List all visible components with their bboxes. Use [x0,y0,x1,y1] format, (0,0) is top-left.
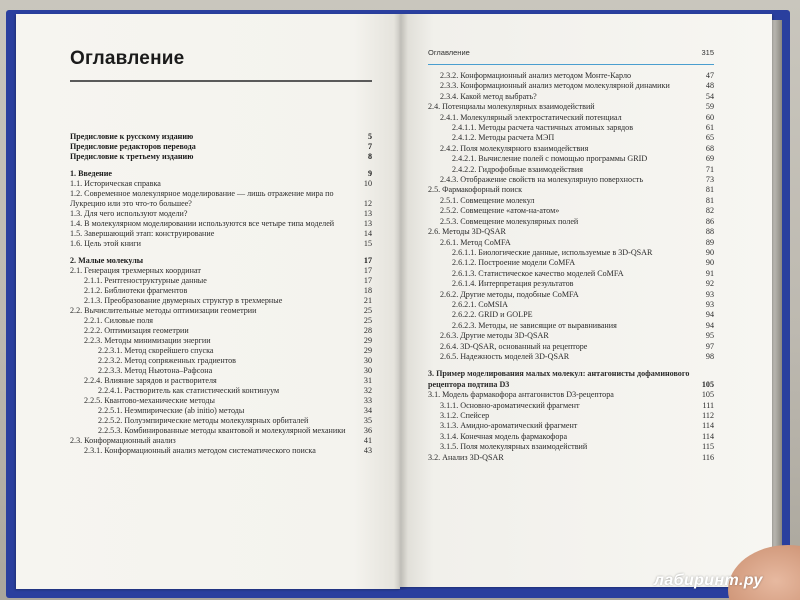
toc-entry-title: 2.2.3. Методы минимизации энергии [84,336,211,345]
toc-entry-page: 36 [363,426,372,435]
toc-entry[interactable] [70,189,372,209]
toc-entry-page: 43 [363,446,372,455]
toc-entry[interactable] [70,396,372,406]
toc-entry[interactable] [70,436,372,446]
toc-entry-page: 28 [363,326,372,335]
toc-entry-title: 3.1.5. Поля молекулярных взаимодействий [440,442,588,452]
toc-entry-page: 82 [705,206,714,216]
toc-entry-title: 2.1. Генерация трехмерных координат [70,266,201,275]
toc-entry-title: 2.3.4. Какой метод выбрать? [440,91,537,101]
toc-entry-title: 3.1.1. Основно-ароматический фрагмент [440,400,580,410]
toc-entry-title: 2.3.2. Конформационный анализ методом Монте-Карло [440,71,632,80]
toc-entry[interactable] [70,446,372,456]
toc-entry[interactable] [428,102,714,112]
toc-entry[interactable] [70,229,372,239]
toc-entry[interactable] [428,133,714,143]
toc-entry-page: 41 [363,436,372,445]
toc-entry-title: 1.6. Цель этой книги [70,239,141,248]
toc-entry-title: 1.1. Историческая справка [70,179,161,188]
toc-entry[interactable] [70,356,372,366]
toc-entry[interactable] [428,71,714,81]
right-page-content [428,48,714,463]
toc-entry-page: 81 [705,195,714,205]
page-edges [772,20,782,585]
toc-entry-page: 7 [367,142,372,151]
toc-entry-page: 98 [705,351,714,361]
toc-entry-title: 2.6.1. Метод CoMFA [440,237,511,247]
toc-entry-page: 25 [363,316,372,325]
toc-entry[interactable] [428,165,714,175]
toc-entry-title: 2.3. Конформационный анализ [70,436,176,445]
running-head [428,48,714,62]
toc-entry-title: 2.6.2.2. GRID и GOLPE [452,310,533,320]
toc-entry[interactable] [428,310,714,320]
toc-entry-page: 8 [367,152,372,161]
toc-entry[interactable] [428,321,714,331]
toc-entry-page: 105 [701,390,714,400]
toc-entry[interactable] [428,227,714,237]
toc-entry[interactable] [428,300,714,310]
toc-entry-title: 2. Малые молекулы [70,256,144,265]
toc-left [70,132,372,456]
toc-entry-page: 114 [702,431,714,441]
toc-entry[interactable] [70,416,372,426]
toc-entry-title: 3.1.3. Амидно-ароматический фрагмент [440,421,578,431]
toc-entry-title: 2.2.5.3. Комбинированные методы квантовой и молекулярной механики [98,426,346,435]
toc-entry-title: 2.6.1.1. Биологические данные, используемые в 3D-QSAR [452,247,653,257]
toc-entry-page: 90 [705,247,714,257]
toc-entry-title: 2.2.2. Оптимизация геометрии [84,326,189,335]
toc-entry-title: 1.4. В молекулярном моделировании используются все четыре типа моделей [70,219,335,228]
toc-entry-page: 34 [363,406,372,415]
toc-entry-title: 2.4.2. Поля молекулярного взаимодействия [440,143,589,153]
toc-entry-title: 3.1. Модель фармакофора антагонистов D3-рецептора [428,390,614,400]
toc-entry-page: 35 [363,416,372,425]
toc-entry-title: 2.6.1.2. Построение модели CoMFA [452,258,576,268]
toc-entry-page: 93 [705,289,714,299]
toc-entry-page: 25 [363,306,372,315]
toc-entry-title: 2.6.2.1. CoMSIA [452,299,508,309]
toc-entry-page: 14 [363,229,372,238]
toc-entry-title: 2.6.2.3. Методы, не зависящие от выравнивания [452,320,617,330]
toc-entry[interactable] [70,286,372,296]
toc-entry[interactable] [70,266,372,276]
toc-entry-title: 2.6.1.4. Интерпретация результатов [452,279,574,289]
toc-entry-title: 2.6.3. Другие методы 3D-QSAR [440,331,549,341]
toc-entry-page: 15 [363,239,372,248]
toc-entry[interactable] [428,248,714,258]
toc-entry[interactable] [70,316,372,326]
toc-entry-title: 2.4.1.2. Методы расчета МЭП [452,133,555,143]
toc-entry[interactable] [70,326,372,336]
toc-entry-page: 12 [363,199,372,208]
toc-entry-page: 13 [363,209,372,218]
toc-entry-page: 88 [705,227,714,237]
toc-entry-page: 81 [705,185,714,195]
title-rule [70,80,372,82]
toc-entry[interactable] [428,411,714,421]
toc-entry-page: 54 [705,91,714,101]
page-title: Оглавление [70,48,185,69]
toc-entry[interactable] [70,142,372,152]
toc-entry-title: 2.2.3.3. Метод Ньютона–Рафсона [98,366,213,375]
toc-entry[interactable] [70,209,372,219]
toc-entry[interactable] [70,132,372,142]
toc-entry-title: 3.1.2. Спейсер [440,411,490,420]
toc-entry-page: 111 [702,400,714,410]
toc-entry-page: 32 [363,386,372,395]
toc-entry-page: 65 [705,133,714,143]
toc-section-gap [70,162,372,169]
toc-entry-title: Предисловие к русскому изданию [70,132,194,141]
toc-entry-title: 2.4.3. Отображение свойств на молекулярную поверхность [440,175,644,185]
toc-entry-page: 29 [363,346,372,355]
toc-entry-page: 18 [363,286,372,295]
toc-entry-page: 10 [363,179,372,188]
toc-entry[interactable] [428,154,714,164]
toc-section-gap [428,362,714,369]
toc-entry-page: 114 [702,421,714,431]
toc-entry[interactable] [428,269,714,279]
toc-entry-page: 30 [363,356,372,365]
toc-entry[interactable] [428,432,714,442]
toc-entry-page: 97 [705,341,714,351]
toc-entry-page: 30 [363,366,372,375]
toc-entry-title: 2.2.5. Квантово-механические методы [84,396,215,405]
toc-entry[interactable] [428,217,714,227]
toc-entry[interactable] [428,442,714,452]
toc-entry[interactable] [70,276,372,286]
toc-entry[interactable] [70,346,372,356]
toc-entry[interactable] [428,123,714,133]
toc-entry-title: 2.1.2. Библиотеки фрагментов [84,286,188,295]
toc-entry[interactable] [70,179,372,189]
toc-entry-title: 2.5. Фармакофорный поиск [428,185,522,195]
toc-entry[interactable] [428,390,714,400]
toc-entry-title: 2.3.3. Конформационный анализ методом молекулярной динамики [440,81,670,91]
toc-entry-title: 2.6. Методы 3D-QSAR [428,227,506,237]
toc-entry[interactable] [428,352,714,362]
toc-entry-title: 1.3. Для чего используют модели? [70,209,188,218]
toc-entry[interactable] [428,113,714,123]
toc-entry-page: 5 [367,132,372,141]
running-head-rule [428,64,714,65]
toc-entry[interactable] [428,290,714,300]
toc-entry-page: 73 [705,175,714,185]
toc-entry-page: 59 [705,102,714,112]
toc-entry-title: 2.4.2.2. Гидрофобные взаимодействия [452,164,583,174]
toc-entry-title: 2.2.5.1. Неэмпирические (ab initio) методы [98,406,245,415]
toc-entry-title: 2.6.1.3. Статистическое качество моделей CoMFA [452,268,624,278]
toc-entry-page: 94 [705,310,714,320]
running-head-title: Оглавление [428,48,470,57]
toc-entry-page: 105 [701,379,714,389]
toc-entry[interactable] [428,453,714,463]
toc-right [428,71,714,463]
toc-entry[interactable] [70,336,372,346]
toc-entry-page: 116 [702,452,714,462]
toc-entry-title: 2.4.1. Молекулярный электростатический потенциал [440,112,622,122]
toc-entry-page: 95 [705,331,714,341]
toc-entry-page: 89 [705,237,714,247]
toc-entry-page: 47 [705,71,714,80]
toc-entry-page: 60 [705,112,714,122]
page-number: 315 [701,48,714,57]
toc-entry-title: 2.1.3. Преобразование двумерных структур в трехмерные [84,296,283,305]
toc-entry-title: 2.2.1. Силовые поля [84,316,153,325]
toc-entry[interactable] [70,256,372,266]
toc-entry-title: Предисловие редакторов перевода [70,142,196,151]
toc-entry[interactable] [70,406,372,416]
toc-entry[interactable] [428,175,714,185]
toc-entry-page: 71 [705,164,714,174]
toc-entry[interactable] [70,219,372,229]
toc-entry-title: 1. Введение [70,169,112,178]
toc-entry-title: 2.5.1. Совмещение молекул [440,195,535,205]
toc-entry[interactable] [428,421,714,431]
toc-entry-title: 2.2.3.2. Метод сопряженных градиентов [98,356,236,365]
toc-entry-title: 2.4.1.1. Методы расчета частичных атомных зарядов [452,123,634,133]
toc-entry[interactable] [428,185,714,195]
toc-entry-page: 31 [363,376,372,385]
toc-section-gap [70,249,372,256]
toc-entry-title: 2.2.4.1. Растворитель как статистический континуум [98,386,280,395]
toc-entry[interactable] [428,144,714,154]
left-page-content [70,48,372,456]
toc-entry-page: 112 [702,411,714,420]
toc-entry-page: 90 [705,258,714,268]
toc-entry-title: 2.4. Потенциалы молекулярных взаимодействий [428,102,595,112]
toc-entry-title: 3.2. Анализ 3D-QSAR [428,452,504,462]
toc-entry-title: 2.2.4. Влияние зарядов и растворителя [84,376,217,385]
toc-entry-title: 2.6.4. 3D-QSAR, основанный на рецепторе [440,341,588,351]
toc-entry[interactable] [70,239,372,249]
toc-entry-page: 86 [705,216,714,226]
toc-entry[interactable] [428,92,714,102]
toc-entry[interactable] [70,376,372,386]
toc-entry[interactable] [428,369,714,390]
toc-entry-page: 33 [363,396,372,405]
toc-entry[interactable] [428,196,714,206]
toc-entry-page: 69 [705,154,714,164]
toc-entry-title: 2.2.3.1. Метод скорейшего спуска [98,346,214,355]
toc-entry-title: 2.4.2.1. Вычисление полей с помощью программы GRID [452,154,648,164]
toc-entry-page: 21 [363,296,372,305]
toc-entry[interactable] [428,279,714,289]
toc-entry-page: 17 [363,276,372,285]
toc-entry-page: 93 [705,299,714,309]
toc-entry[interactable] [70,366,372,376]
toc-entry[interactable] [70,426,372,436]
toc-entry[interactable] [70,296,372,306]
watermark-logo: лабиринт.ру [654,572,763,589]
toc-entry-title: 3.1.4. Конечная модель фармакофора [440,431,568,441]
toc-entry[interactable] [428,81,714,91]
toc-entry[interactable] [70,152,372,162]
toc-entry-page: 91 [705,268,714,278]
toc-entry-page: 29 [363,336,372,345]
toc-entry[interactable] [428,401,714,411]
toc-entry-title: Предисловие к третьему изданию [70,152,194,161]
toc-entry-page: 115 [702,442,714,452]
toc-entry-title: 1.5. Завершающий этап: конструирование [70,229,215,238]
toc-entry-title: 2.5.2. Совмещение «атом-на-атом» [440,206,560,216]
toc-entry-page: 61 [705,123,714,133]
toc-entry-page: 68 [705,143,714,153]
toc-entry[interactable] [428,238,714,248]
toc-entry-page: 48 [705,81,714,91]
toc-entry[interactable] [428,206,714,216]
toc-entry-title: 2.1.1. Рентгеноструктурные данные [84,276,207,285]
toc-entry-title: 2.2. Вычислительные методы оптимизации геометрии [70,306,257,315]
toc-entry[interactable] [70,306,372,316]
toc-entry-title: 2.5.3. Совмещение молекулярных полей [440,216,579,226]
toc-entry[interactable] [428,258,714,268]
toc-entry-page: 92 [705,279,714,289]
toc-entry-title: 2.6.2. Другие методы, подобные CoMFA [440,289,579,299]
toc-entry-title: 2.3.1. Конформационный анализ методом систематического поиска [84,446,316,455]
toc-entry-page: 9 [367,169,372,178]
toc-entry-title: 3. Пример моделирования малых молекул: антагонисты дофаминового рецептора подтипа D3 [428,369,690,389]
toc-entry[interactable] [70,386,372,396]
toc-entry-page: 13 [363,219,372,228]
toc-entry-page: 94 [705,320,714,330]
toc-entry[interactable] [428,342,714,352]
toc-entry-title: 2.6.5. Надежность моделей 3D-QSAR [440,351,570,361]
toc-entry-title: 2.2.5.2. Полуэмпирические методы молекулярных орбиталей [98,416,309,425]
toc-entry-title: 1.2. Современное молекулярное моделирование — лишь отражение мира по Лукрецию или это что-то большее? [70,189,334,208]
toc-entry-page: 17 [363,266,372,275]
toc-entry[interactable] [70,169,372,179]
toc-entry[interactable] [428,331,714,341]
book-gutter [394,14,408,590]
toc-entry-page: 17 [363,256,372,265]
